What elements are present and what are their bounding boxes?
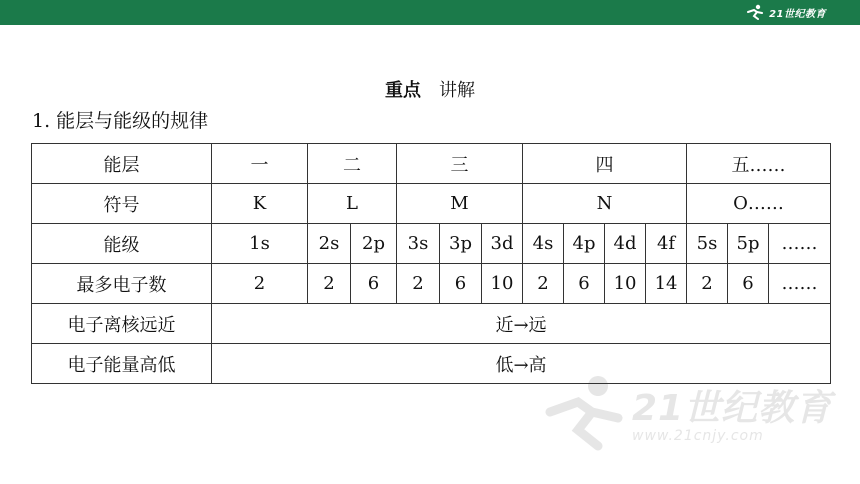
shell-cell: 二 bbox=[308, 144, 397, 184]
shell-cell: 一 bbox=[212, 144, 308, 184]
shell-cell: 五…… bbox=[687, 144, 831, 184]
symbol-cell: L bbox=[308, 184, 397, 224]
subshell-cell: 4p bbox=[564, 224, 605, 264]
max-electrons-cell: 14 bbox=[646, 264, 687, 304]
subshell-cell: 3d bbox=[482, 224, 523, 264]
table-row-distance bbox=[32, 304, 831, 344]
subshell-cell: 5p bbox=[728, 224, 769, 264]
row-label-max-electrons: 最多电子数 bbox=[32, 264, 212, 304]
max-electrons-cell: 10 bbox=[482, 264, 523, 304]
table-row-symbol bbox=[32, 184, 831, 224]
max-electrons-cell: 10 bbox=[605, 264, 646, 304]
symbol-cell: K bbox=[212, 184, 308, 224]
row-label-distance: 电子离核远近 bbox=[32, 304, 212, 344]
runner-icon bbox=[745, 4, 765, 20]
heading-key: 重点 bbox=[385, 80, 421, 101]
watermark-runner-icon bbox=[540, 372, 630, 452]
section-heading bbox=[0, 76, 860, 102]
shell-cell: 四 bbox=[523, 144, 687, 184]
brand-logo bbox=[745, 3, 826, 21]
row-label-shell: 能层 bbox=[32, 144, 212, 184]
subshell-cell: …… bbox=[769, 224, 831, 264]
logo-text: 21世纪教育 bbox=[769, 8, 826, 20]
max-electrons-cell: 6 bbox=[564, 264, 605, 304]
symbol-cell: O…… bbox=[687, 184, 831, 224]
max-electrons-cell: 2 bbox=[212, 264, 308, 304]
heading-topic: 讲解 bbox=[439, 80, 475, 101]
distance-cell: 近→远 bbox=[212, 304, 831, 344]
row-label-subshell: 能级 bbox=[32, 224, 212, 264]
symbol-cell: M bbox=[397, 184, 523, 224]
subshell-cell: 2p bbox=[351, 224, 397, 264]
table-row-energy bbox=[32, 344, 831, 384]
max-electrons-cell: …… bbox=[769, 264, 831, 304]
max-electrons-cell: 2 bbox=[397, 264, 440, 304]
symbol-cell: N bbox=[523, 184, 687, 224]
energy-level-table bbox=[31, 143, 831, 384]
max-electrons-cell: 6 bbox=[351, 264, 397, 304]
header-bar bbox=[0, 0, 860, 25]
watermark-url: www.21cnjy.com bbox=[632, 428, 764, 444]
subheading: 1. 能层与能级的规律 bbox=[32, 110, 209, 132]
max-electrons-cell: 2 bbox=[308, 264, 351, 304]
max-electrons-cell: 2 bbox=[687, 264, 728, 304]
subshell-cell: 3s bbox=[397, 224, 440, 264]
watermark-text: 21世纪教育 bbox=[632, 388, 833, 429]
subshell-cell: 5s bbox=[687, 224, 728, 264]
table-row-shell bbox=[32, 144, 831, 184]
table-row-subshell bbox=[32, 224, 831, 264]
energy-cell: 低→高 bbox=[212, 344, 831, 384]
subshell-cell: 2s bbox=[308, 224, 351, 264]
subshell-cell: 4d bbox=[605, 224, 646, 264]
subshell-cell: 3p bbox=[440, 224, 482, 264]
watermark bbox=[540, 372, 840, 462]
subshell-cell: 4f bbox=[646, 224, 687, 264]
shell-cell: 三 bbox=[397, 144, 523, 184]
subshell-cell: 1s bbox=[212, 224, 308, 264]
subshell-cell: 4s bbox=[523, 224, 564, 264]
table-row-max-electrons bbox=[32, 264, 831, 304]
max-electrons-cell: 6 bbox=[728, 264, 769, 304]
row-label-symbol: 符号 bbox=[32, 184, 212, 224]
max-electrons-cell: 6 bbox=[440, 264, 482, 304]
max-electrons-cell: 2 bbox=[523, 264, 564, 304]
row-label-energy: 电子能量高低 bbox=[32, 344, 212, 384]
